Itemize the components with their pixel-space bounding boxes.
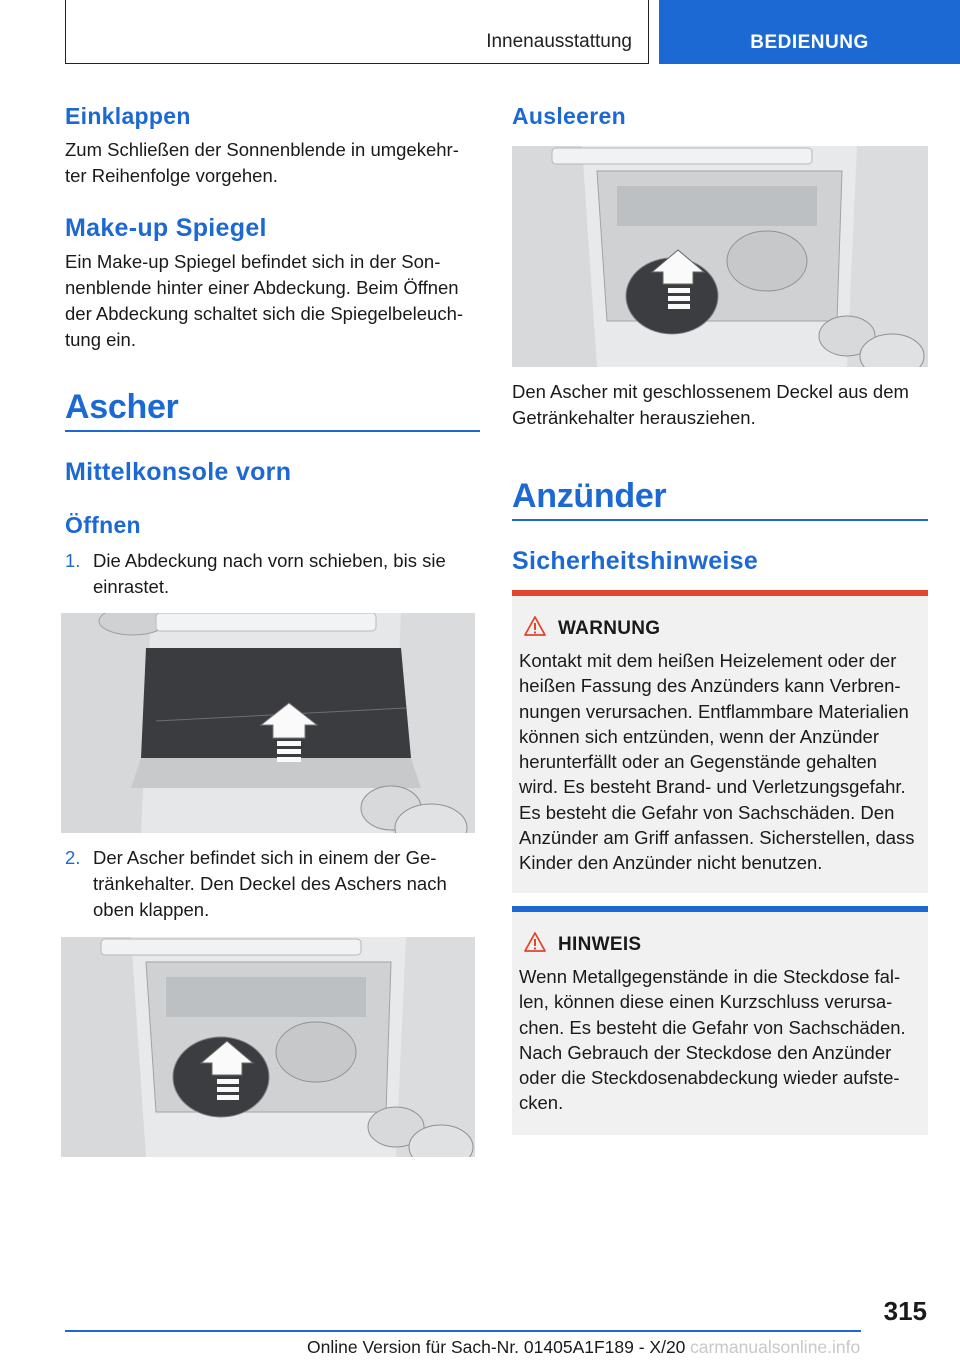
step-number: 2. bbox=[65, 847, 81, 868]
photo-cover-slide bbox=[61, 613, 475, 833]
heading-sicherheitshinweise: Sicherheitshinweise bbox=[512, 547, 759, 575]
heading-oeffnen: Öffnen bbox=[65, 512, 141, 538]
heading-makeup-spiegel: Make-up Spiegel bbox=[65, 214, 267, 242]
heading-mittelkonsole: Mittelkonsole vorn bbox=[65, 458, 292, 486]
page-number: 315 bbox=[883, 1296, 927, 1326]
photo-ashtray-removal bbox=[512, 146, 928, 367]
heading-anzuender: Anzünder bbox=[512, 477, 667, 515]
warning-bar bbox=[512, 590, 928, 596]
heading-ascher: Ascher bbox=[65, 388, 179, 426]
warning-title: WARNUNG bbox=[558, 618, 661, 639]
watermark: carmanualsonline.info bbox=[690, 1337, 861, 1357]
section-rule bbox=[65, 430, 480, 432]
ausleeren-text: Den Ascher mit geschlossenem Deckel aus dem Getränkehalter herausziehen. bbox=[512, 381, 909, 428]
hinweis-title: HINWEIS bbox=[558, 934, 642, 955]
einklappen-text: Zum Schließen der Sonnenblende in umgekehr- ter Reihenfolge vorgehen. bbox=[65, 139, 459, 186]
header-chapter-tab: BEDIENUNG bbox=[659, 0, 960, 64]
footer-rule bbox=[65, 1330, 861, 1332]
list-item: 2. Der Ascher befindet sich in einem der Ge- tränkehalter. Den Deckel des Aschers nach oben klappen. bbox=[65, 847, 447, 920]
hinweis-text: Wenn Metallgegenstände in die Steckdose fal- len, können diese einen Kurzschluss verursa- chen. Es besteht die Gefahr von Sachschäden. Nach Gebrauch der Steckdose den Anzünder oder die Steckdosenabdeckung wieder aufste- cken. bbox=[519, 966, 906, 1114]
section-rule bbox=[512, 519, 928, 521]
warning-box bbox=[512, 590, 928, 893]
photo-ashtray-cupholder bbox=[61, 937, 475, 1157]
header-section-box bbox=[65, 0, 649, 64]
heading-ausleeren: Ausleeren bbox=[512, 103, 626, 129]
heading-einklappen: Einklappen bbox=[65, 103, 191, 129]
step-number: 1. bbox=[65, 550, 81, 571]
makeup-text: Ein Make-up Spiegel befindet sich in der Son- nenblende hinter einer Abdeckung. Beim Öffnen der Abdeckung schaltet sich die Spiegelbeleuch- tung ein. bbox=[65, 251, 464, 350]
warning-triangle-icon bbox=[524, 616, 546, 641]
footer-text: Online Version für Sach-Nr. 01405A1F189 - X/20 bbox=[307, 1337, 686, 1357]
list-item: 1. Die Abdeckung nach vorn schieben, bis sie einrastet. bbox=[65, 550, 446, 597]
hinweis-bar bbox=[512, 906, 928, 912]
warning-text: Kontakt mit dem heißen Heizelement oder der heißen Fassung des Anzünders kann Verbren- nungen verursachen. Entflammbare Materialien können sich entzünden, wenn der Anzünder herunterfällt oder an Gegenstände gehalten wird. Es besteht Brand- und Verletzungsgefahr. Es besteht die Gefahr von Sachschäden. Den Anzünder am Griff anfassen. Sicherstellen, dass Kinder den Anzünder nicht benutzen. bbox=[519, 650, 915, 874]
hinweis-triangle-icon bbox=[524, 932, 546, 957]
header-section-title: Innenausstattung bbox=[486, 31, 632, 52]
hinweis-box bbox=[512, 906, 928, 1135]
